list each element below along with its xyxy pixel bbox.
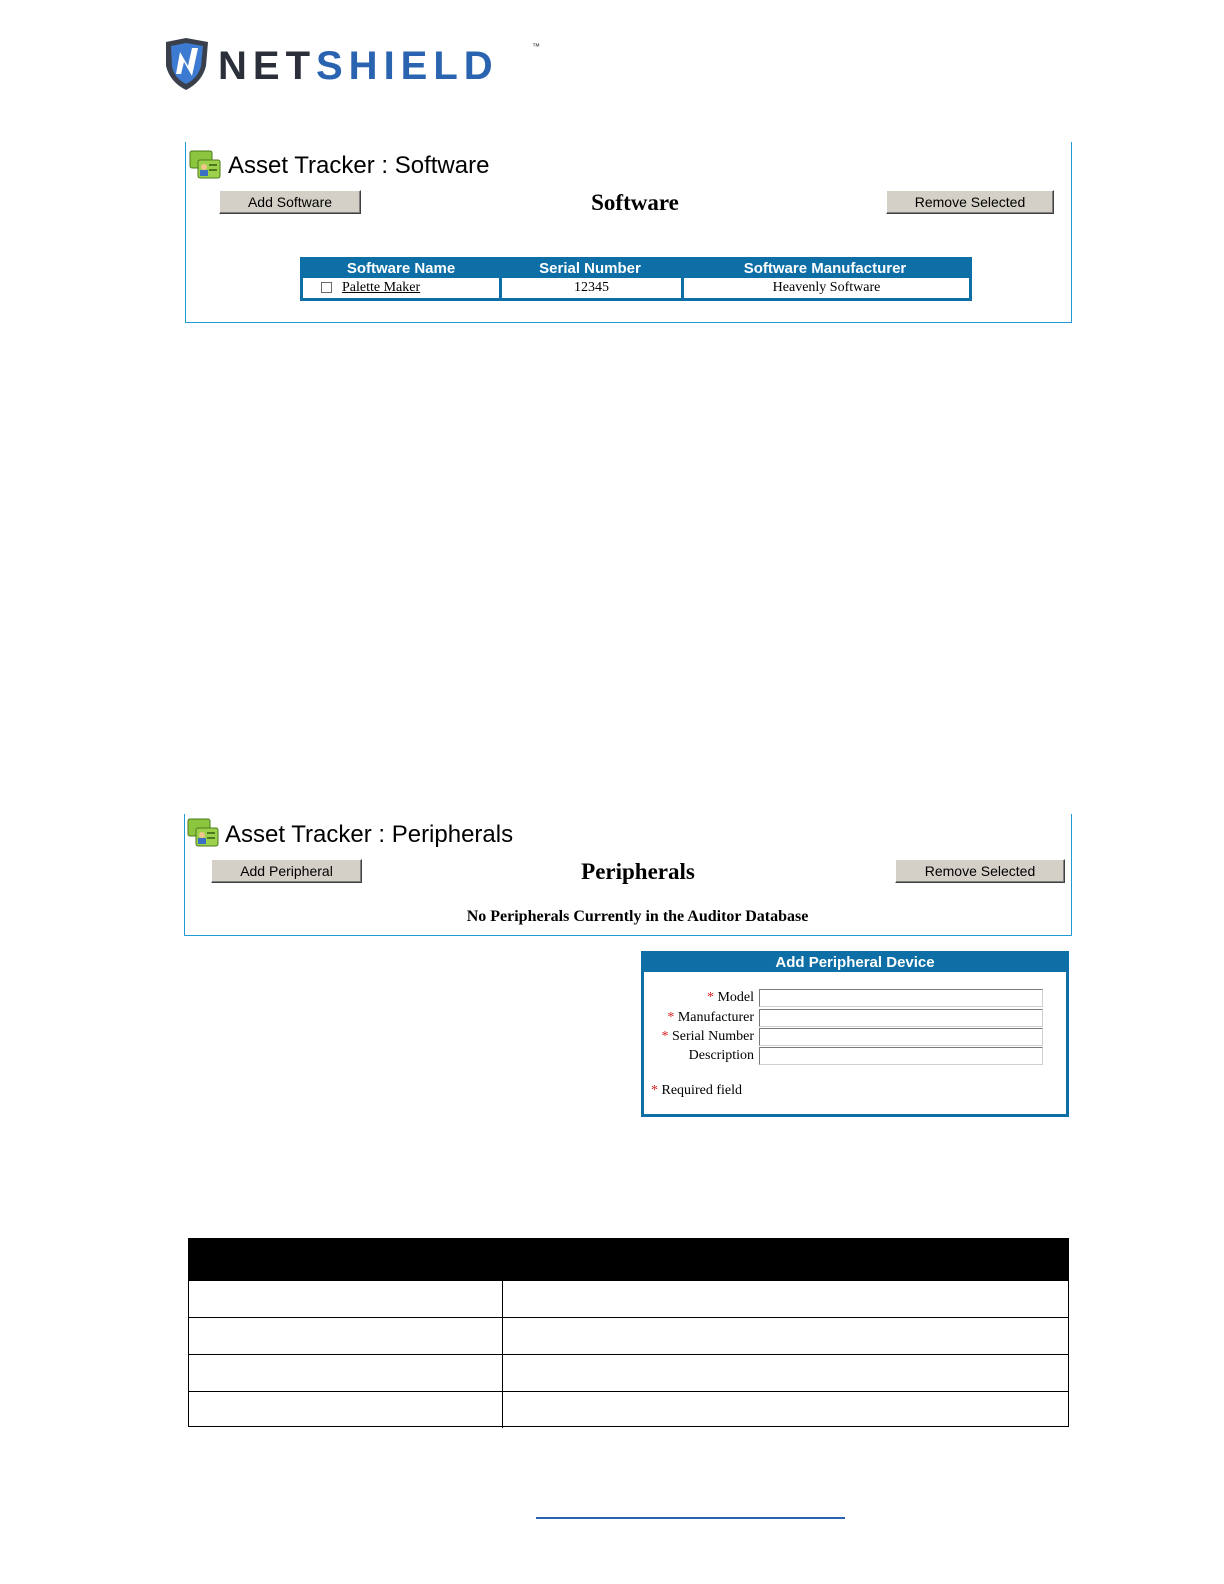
table-cell	[502, 1318, 1068, 1354]
empty-peripherals-message: No Peripherals Currently in the Auditor Database	[466, 908, 809, 925]
description-input[interactable]	[759, 1047, 1043, 1065]
description-label: Description	[688, 1048, 754, 1063]
software-table-header	[303, 260, 969, 278]
serial-number-label: * Serial Number	[661, 1029, 754, 1044]
bottom-table-header	[189, 1239, 1068, 1280]
column-header-software-manufacturer: Software Manufacturer	[743, 260, 907, 277]
software-name-link[interactable]: Palette Maker	[342, 280, 421, 295]
asset-tracker-icon	[188, 148, 222, 182]
column-header-software-name: Software Name	[346, 260, 456, 277]
add-peripheral-form-title: Add Peripheral Device	[644, 954, 1066, 972]
required-marker: *	[661, 1029, 669, 1044]
row-select-checkbox[interactable]	[321, 282, 332, 293]
software-name-cell	[303, 278, 499, 299]
table-cell	[189, 1355, 502, 1391]
add-peripheral-form	[641, 951, 1069, 1117]
manufacturer-cell: Heavenly Software	[681, 278, 969, 299]
asset-tracker-icon	[186, 816, 220, 850]
manufacturer-label: * Manufacturer	[667, 1010, 754, 1025]
footer-link-underline[interactable]	[536, 1517, 845, 1519]
form-row-manufacturer	[644, 1009, 754, 1027]
manufacturer-input[interactable]	[759, 1009, 1043, 1027]
table-row	[303, 278, 969, 299]
form-row-serial-number	[644, 1028, 754, 1046]
brand-name-part1: NET	[218, 44, 316, 88]
remove-selected-software-button[interactable]: Remove Selected	[886, 190, 1054, 214]
form-row-description	[644, 1047, 754, 1065]
add-software-button[interactable]: Add Software	[219, 190, 361, 214]
required-marker: *	[667, 1010, 675, 1025]
software-panel-title: Asset Tracker : Software	[228, 152, 490, 179]
model-input[interactable]	[759, 989, 1043, 1007]
software-panel	[185, 142, 1072, 323]
required-marker: *	[706, 990, 714, 1005]
required-field-note: * Required field	[651, 1083, 742, 1098]
table-cell	[502, 1281, 1068, 1317]
table-row	[189, 1354, 1068, 1391]
software-table	[300, 257, 972, 301]
column-header-serial-number: Serial Number	[539, 260, 641, 277]
software-section-title: Software	[591, 190, 679, 215]
bottom-table	[188, 1238, 1069, 1427]
trademark-symbol: ™	[532, 42, 540, 51]
peripherals-section-title: Peripherals	[581, 859, 695, 884]
table-cell	[502, 1355, 1068, 1391]
peripherals-panel-title: Asset Tracker : Peripherals	[225, 821, 514, 848]
model-label: * Model	[706, 990, 754, 1005]
netshield-logo	[160, 36, 550, 96]
table-row	[189, 1317, 1068, 1354]
table-row	[189, 1280, 1068, 1317]
table-cell	[189, 1318, 502, 1354]
serial-number-cell: 12345	[499, 278, 681, 299]
remove-selected-peripherals-button[interactable]: Remove Selected	[895, 859, 1065, 883]
add-peripheral-button[interactable]: Add Peripheral	[211, 859, 362, 883]
shield-icon	[162, 36, 212, 92]
table-cell	[189, 1392, 502, 1428]
serial-number-input[interactable]	[759, 1028, 1043, 1046]
peripherals-panel	[184, 814, 1072, 936]
brand-wordmark	[218, 44, 499, 88]
table-cell	[189, 1281, 502, 1317]
brand-name-part2: SHIELD	[316, 44, 499, 88]
form-row-model	[644, 989, 754, 1007]
table-row	[189, 1391, 1068, 1428]
table-cell	[502, 1392, 1068, 1428]
